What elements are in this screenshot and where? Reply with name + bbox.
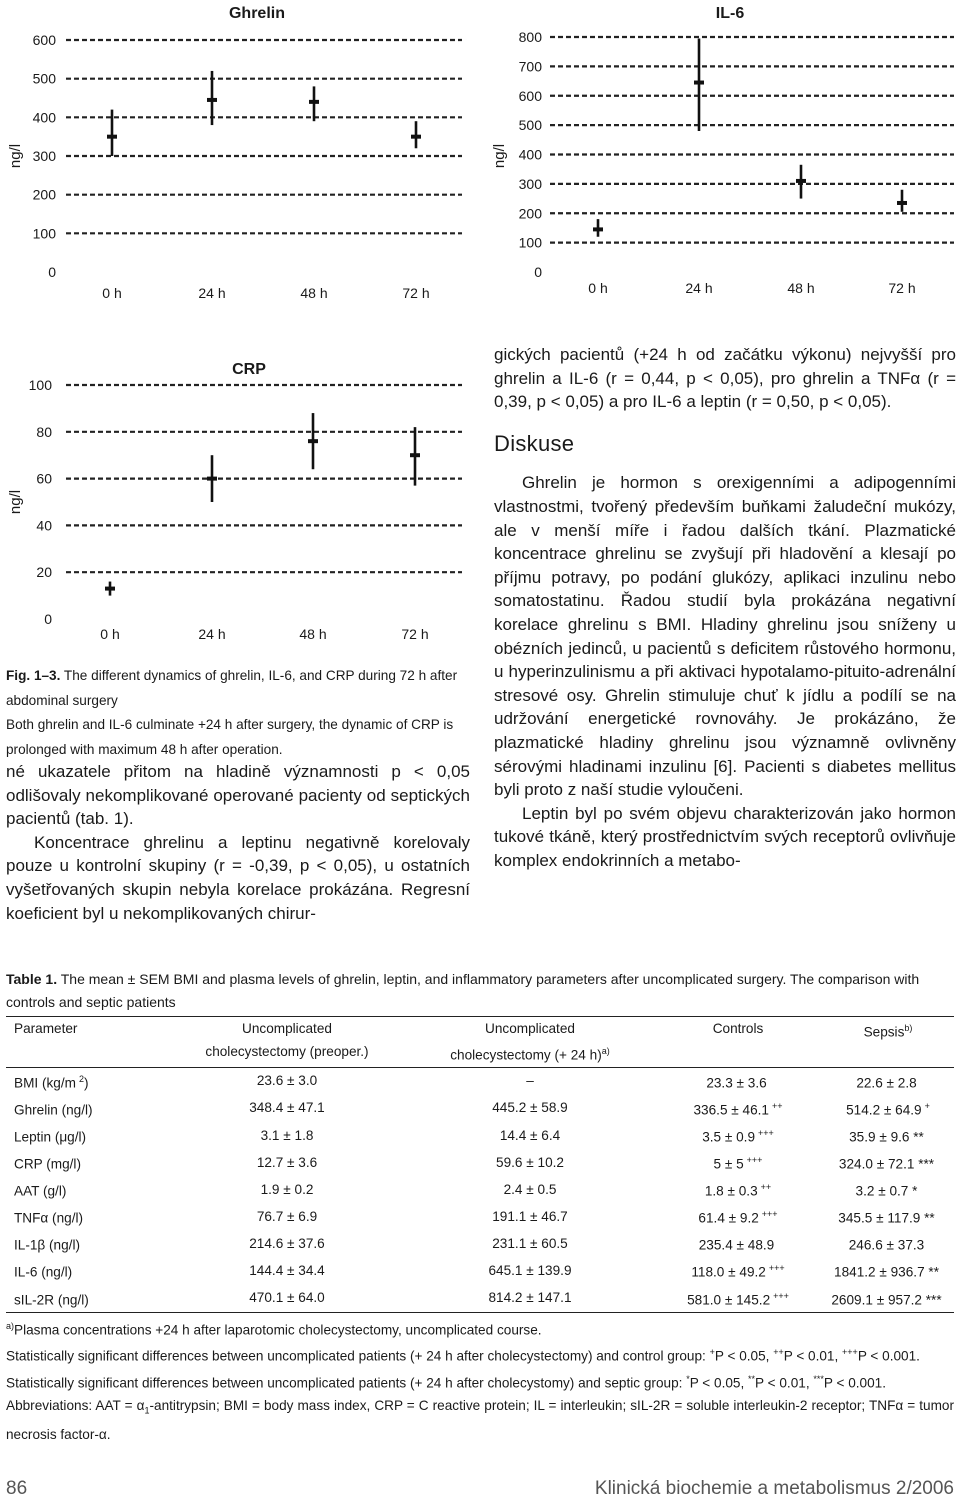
cell-sepsis: 2609.1 ± 957.2 *** [831, 1292, 942, 1308]
figure-label: Fig. 1–3. [6, 668, 61, 683]
cell-sepsis: 324.0 ± 72.1 *** [838, 1156, 935, 1172]
note-abbreviations: Abbreviations: AAT = $\alpha_1$-antitrypsin; BMI = body mass index, CRP = C reactive protein; IL = interleukin; sIL-2R = soluble interleukin-2 receptor; TNFα = tumor necrosis factor-α. [6, 1398, 954, 1442]
table-row [6, 1149, 954, 1176]
y-tick-label: 300 [32, 148, 56, 164]
x-tick-label: 72 h [888, 280, 916, 296]
cell-preoper: 144.4 ± 34.4 [249, 1263, 325, 1279]
cell-controls: 3.5 ± 0.9 +++ [702, 1127, 774, 1145]
cell-24h: 645.1 ± 139.9 [488, 1263, 572, 1279]
right-paragraph-2: Leptin byl po svém objevu charakterizován jako hormon tukové tkáně, který prostřednictvím svých receptorů ovlivňuje komplex endokrinních a metabo- [494, 803, 956, 870]
y-tick-label: 60 [36, 470, 52, 487]
cell-parameter: Leptin (μg/l) [14, 1129, 87, 1145]
cell-controls: 5 ± 5 +++ [713, 1154, 763, 1172]
header-preoper: Uncomplicated cholecystectomy (preoper.) [205, 1021, 369, 1059]
y-tick-label: 0 [48, 264, 56, 280]
cell-parameter: Ghrelin (ng/l) [14, 1102, 93, 1118]
cell-sepsis: 35.9 ± 9.6 ** [849, 1129, 924, 1145]
table-1 [6, 968, 954, 1446]
cell-parameter: CRP (mg/l) [14, 1156, 81, 1172]
cell-preoper: 470.1 ± 64.0 [249, 1290, 325, 1306]
x-tick-label: 48 h [300, 285, 328, 301]
mean-marker [107, 135, 117, 139]
figure-caption-line1: The different dynamics of ghrelin, IL-6, and CRP during 72 h after abdominal surgery [6, 668, 458, 708]
cell-24h: – [526, 1073, 534, 1089]
x-tick-label: 24 h [198, 285, 226, 301]
cell-sepsis: 345.5 ± 117.9 ** [838, 1210, 935, 1226]
right-column-text [494, 343, 956, 872]
mean-marker [897, 201, 907, 205]
note-septic-significance: Statistically significant differences between uncomplicated patients (+ 24 h after cholecystomy) and septic group: *P < 0.05, **P < 0.01, ***P < 0.001. [6, 1373, 886, 1391]
crp-chart [0, 352, 470, 652]
table-label: Table 1. [6, 971, 58, 987]
page-number: 86 [6, 1478, 28, 1499]
table-row [6, 1230, 954, 1257]
cell-parameter: sIL-2R (ng/l) [14, 1292, 89, 1308]
cell-24h: 191.1 ± 46.7 [492, 1208, 568, 1224]
figure-caption [6, 664, 470, 762]
mean-marker [207, 98, 217, 102]
ghrelin-chart [0, 0, 470, 310]
y-tick-label: 500 [32, 70, 56, 87]
cell-parameter: BMI (kg/m $^2$) [14, 1073, 89, 1091]
cell-preoper: 12.7 ± 3.6 [256, 1154, 318, 1170]
chart-title: CRP [232, 361, 266, 378]
il6-chart [484, 0, 960, 310]
y-tick-label: 0 [534, 264, 542, 280]
mean-marker [411, 135, 421, 139]
cell-24h: 445.2 ± 58.9 [492, 1100, 568, 1116]
y-tick-label: 600 [32, 32, 56, 48]
mean-marker [410, 453, 420, 457]
x-tick-label: 48 h [299, 626, 327, 642]
y-tick-label: 40 [36, 517, 52, 534]
y-tick-label: 80 [36, 423, 52, 440]
header-parameter: Parameter [14, 1021, 78, 1036]
cell-sepsis: 246.6 ± 37.3 [848, 1237, 925, 1253]
y-axis-label: ng/l [491, 143, 508, 169]
section-heading-diskuse: Diskuse [494, 430, 575, 456]
cell-parameter: AAT (g/l) [14, 1183, 67, 1199]
cell-controls: 118.0 ± 49.2 +++ [691, 1263, 785, 1280]
cell-controls: 581.0 ± 145.2 +++ [687, 1290, 789, 1308]
table-row [6, 1203, 954, 1230]
cell-sepsis: 514.2 ± 64.9 + [846, 1100, 930, 1118]
data-table [6, 1016, 954, 1313]
x-tick-label: 0 h [588, 280, 608, 296]
cell-controls: 1.8 ± 0.3 ++ [704, 1182, 772, 1199]
cell-preoper: 1.9 ± 0.2 [260, 1181, 314, 1197]
cell-preoper: 23.6 ± 3.0 [256, 1073, 318, 1089]
right-paragraph-1: Ghrelin je hormon s orexigenními a adipogenními vlastnostmi, tvořený především buňkami žaludeční mukózy, ale v menší míře i řadou dalších tkání. Plazmatické koncentrace ghrelinu se zvyšují při hladovění a klesají po příjmu potravy, po podání glukózy, aplikaci inzulinu nebo somatostatinu. Řadou studií byla prokázána negativní korelace ghrelinu s BMI. Hladiny ghrelinu jsou sníženy u obézních jedinců, u pacientů s deficitem růstového hormonu, u hyperinzulinismu a při aktivaci hypotalamo-pituito-adrenální stresové osy. Ghrelin stimuluje chuť k jídlu a podílí se na udržování energetické rovnováhy. Je prokázáno, že plazmatické hladiny ghrelinu jsou významně ovlivněny sérovými hladinami inzulinu [6]. Pacienti s diabetes mellitus byli proto z naší studie vyloučeni. [494, 473, 956, 800]
y-tick-label: 200 [32, 186, 56, 203]
mean-marker [796, 179, 806, 183]
y-tick-label: 700 [518, 58, 542, 75]
cell-controls: 235.4 ± 48.9 [698, 1237, 775, 1253]
y-tick-label: 0 [44, 611, 52, 627]
cell-parameter: IL-6 (ng/l) [14, 1264, 73, 1280]
chart-title: IL-6 [715, 5, 745, 22]
x-tick-label: 72 h [402, 285, 430, 301]
table-row [6, 1122, 954, 1149]
x-tick-label: 48 h [787, 280, 815, 296]
x-tick-label: 24 h [198, 626, 226, 642]
y-tick-label: 600 [518, 87, 542, 104]
cell-24h: 2.4 ± 0.5 [503, 1181, 557, 1197]
note-a: $^{a)}$Plasma concentrations +24 h after laparotomic cholecystectomy, uncomplicated course. [6, 1320, 542, 1338]
cell-controls: 23.3 ± 3.6 [706, 1075, 767, 1091]
y-axis-label: ng/l [7, 489, 24, 515]
header-sepsis: Sepsis$^{b)}$ [863, 1023, 913, 1040]
cell-24h: 814.2 ± 147.1 [488, 1290, 572, 1306]
cell-controls: 336.5 ± 46.1 ++ [693, 1100, 783, 1118]
left-paragraph-1: né ukazatele přitom na hladině významnosti p < 0,05 odlišovaly nekomplikované operované pacienty od septických pacientů (tab. 1). [6, 762, 470, 829]
left-paragraph-2: Koncentrace ghrelinu a leptinu negativně korelovaly pouze u kontrolní skupiny (r = -0,39, p < 0,05), u ostatních vyšetřovaných skupin nebyla korelace prokázána. Regresní koeficient byl u nekomplikovaných chirur- [6, 832, 470, 923]
y-axis-label: ng/l [7, 143, 24, 169]
chart-title: Ghrelin [228, 5, 286, 22]
y-tick-label: 100 [518, 234, 542, 251]
journal-name: Klinická biochemie a metabolismus 2/2006 [594, 1478, 954, 1499]
note-control-significance: Statistically significant differences between uncomplicated patients (+ 24 h after cholecystectomy) and control group: +P < 0.05, ++P < 0.01, +++P < 0.001. [6, 1347, 920, 1364]
x-tick-label: 72 h [401, 626, 429, 642]
cell-24h: 59.6 ± 10.2 [496, 1154, 564, 1170]
cell-preoper: 3.1 ± 1.8 [260, 1127, 314, 1143]
x-tick-label: 24 h [685, 280, 713, 296]
table-row [6, 1257, 954, 1284]
y-tick-label: 200 [518, 205, 542, 222]
mean-marker [105, 587, 115, 591]
y-tick-label: 800 [518, 29, 542, 45]
cell-sepsis: 1841.2 ± 936.7 ** [834, 1264, 939, 1280]
cell-parameter: TNFα (ng/l) [14, 1210, 84, 1226]
cell-24h: 14.4 ± 6.4 [499, 1127, 561, 1143]
mean-marker [593, 227, 603, 231]
table-row [6, 1067, 954, 1095]
cell-sepsis: 3.2 ± 0.7 * [855, 1183, 918, 1199]
left-column-text [6, 760, 470, 925]
y-tick-label: 400 [32, 109, 56, 126]
mean-marker [308, 439, 318, 443]
header-24h: Uncomplicated cholecystectomy (+ 24 h)$^{a)}$ [450, 1021, 610, 1063]
table-row [6, 1285, 954, 1313]
y-tick-label: 300 [518, 175, 542, 192]
table-row [6, 1176, 954, 1203]
mean-marker [309, 100, 319, 104]
table-notes [6, 1315, 954, 1446]
x-tick-label: 0 h [102, 285, 122, 301]
cell-preoper: 348.4 ± 47.1 [249, 1100, 325, 1116]
figure-caption-line2: Both ghrelin and IL-6 culminate +24 h after surgery, the dynamic of CRP is prolonged with maximum 48 h after operation. [6, 717, 454, 757]
header-controls: Controls [712, 1021, 764, 1036]
table-row [6, 1095, 954, 1122]
cell-sepsis: 22.6 ± 2.8 [856, 1075, 917, 1091]
y-tick-label: 100 [28, 377, 52, 393]
cell-preoper: 214.6 ± 37.6 [249, 1236, 325, 1252]
right-paragraph-0: gických pacientů (+24 h od začátku výkonu) nejvyšší pro ghrelin a IL-6 (r = 0,44, p < 0,05), pro ghrelin a TNFα (r = 0,39, p < 0,05) a pro IL-6 a leptin (r = 0,50, p < 0,05). [494, 345, 956, 412]
table-caption [6, 968, 954, 1014]
x-tick-label: 0 h [100, 626, 120, 642]
cell-controls: 61.4 ± 9.2 +++ [698, 1209, 778, 1226]
y-tick-label: 100 [32, 225, 56, 242]
table-caption-text: The mean ± SEM BMI and plasma levels of ghrelin, leptin, and inflammatory parameters after uncomplicated surgery. The comparison with controls and septic patients [6, 971, 920, 1010]
cell-24h: 231.1 ± 60.5 [492, 1236, 568, 1252]
cell-preoper: 76.7 ± 6.9 [256, 1208, 318, 1224]
mean-marker [694, 81, 704, 85]
y-tick-label: 500 [518, 117, 542, 134]
mean-marker [207, 477, 217, 481]
y-tick-label: 20 [36, 564, 52, 581]
y-tick-label: 400 [518, 146, 542, 163]
cell-parameter: IL-1β (ng/l) [14, 1237, 80, 1253]
